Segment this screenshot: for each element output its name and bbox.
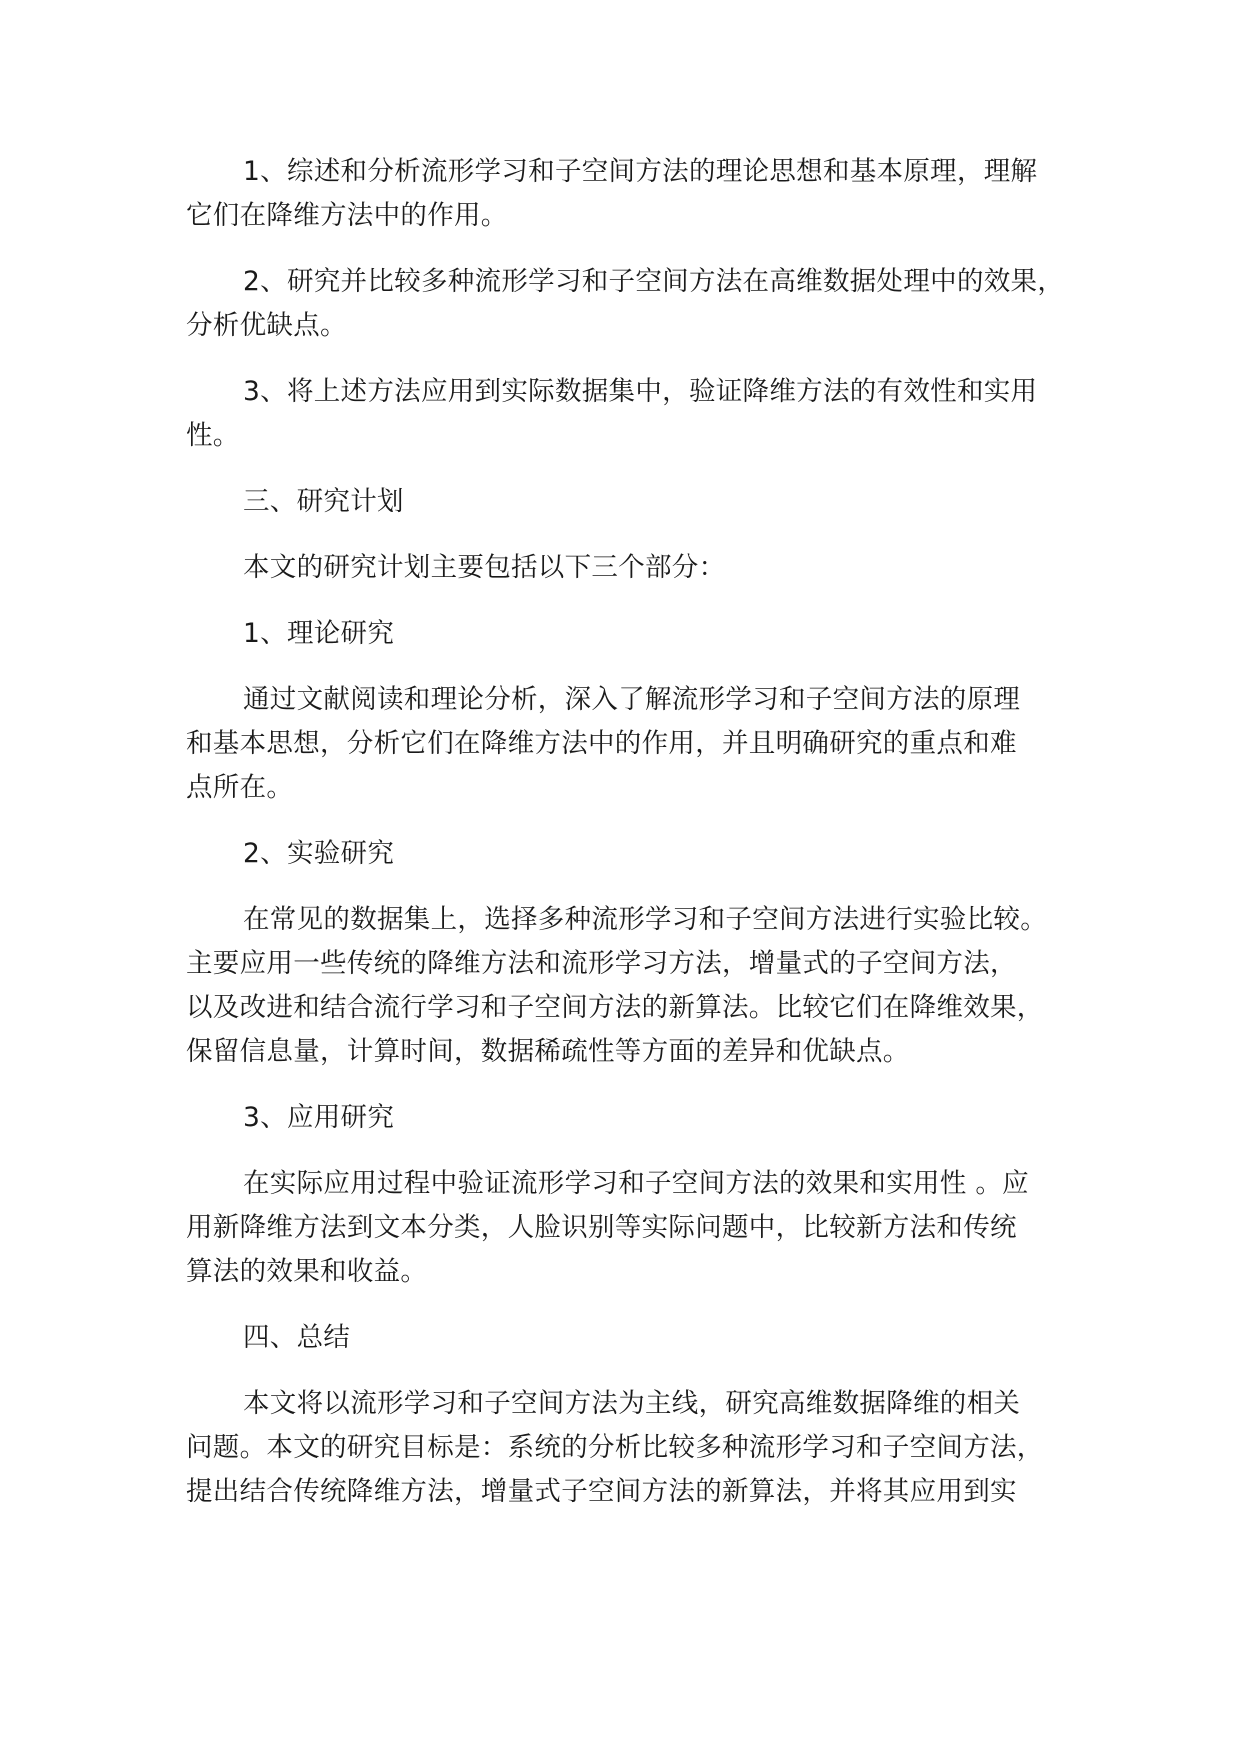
section-heading-summary (186, 1316, 1086, 1360)
text-line: 2、研究并比较多种流形学习和子空间方法在高维数据处理中的效果， (243, 266, 1065, 297)
text-line: 算法的效果和收益。 (186, 1256, 428, 1287)
subheading-theory-research (186, 612, 1086, 656)
paragraph-goal-2 (186, 260, 1086, 348)
text-line: 保留信息量，计算时间，数据稀疏性等方面的差异和优缺点。 (186, 1036, 910, 1067)
document-body (186, 150, 1086, 1536)
text-line: 在常见的数据集上，选择多种流形学习和子空间方法进行实验比较。 (243, 904, 1047, 935)
text-line: 性。 (186, 420, 240, 451)
text-line: 3、将上述方法应用到实际数据集中，验证降维方法的有效性和实用 (243, 376, 1038, 407)
text-line: 分析优缺点。 (186, 310, 347, 341)
text-line: 问题。本文的研究目标是：系统的分析比较多种流形学习和子空间方法， (186, 1432, 1044, 1463)
text-line: 提出结合传统降维方法，增量式子空间方法的新算法，并将其应用到实 (186, 1476, 1017, 1507)
text-line: 用新降维方法到文本分类，人脸识别等实际问题中，比较新方法和传统 (186, 1212, 1017, 1243)
text-line: 点所在。 (186, 772, 294, 803)
paragraph-experiment-research (186, 898, 1086, 1074)
text-line: 1、综述和分析流形学习和子空间方法的理论思想和基本原理，理解 (243, 156, 1038, 187)
text-line: 2、实验研究 (243, 838, 395, 869)
text-line: 三、研究计划 (243, 486, 404, 517)
text-line: 和基本思想，分析它们在降维方法中的作用，并且明确研究的重点和难 (186, 728, 1017, 759)
subheading-application-research (186, 1096, 1086, 1140)
paragraph-plan-intro (186, 546, 1086, 590)
paragraph-application-research (186, 1162, 1086, 1294)
text-line: 在实际应用过程中验证流形学习和子空间方法的效果和实用性 。应 (243, 1168, 1029, 1199)
text-line: 以及改进和结合流行学习和子空间方法的新算法。比较它们在降维效果， (186, 992, 1044, 1023)
text-line: 主要应用一些传统的降维方法和流形学习方法，增量式的子空间方法， (186, 948, 1017, 979)
paragraph-goal-3 (186, 370, 1086, 458)
text-line: 本文的研究计划主要包括以下三个部分： (243, 552, 726, 583)
paragraph-goal-1 (186, 150, 1086, 238)
text-line: 1、理论研究 (243, 618, 395, 649)
subheading-experiment-research (186, 832, 1086, 876)
paragraph-summary (186, 1382, 1086, 1514)
text-line: 3、应用研究 (243, 1102, 395, 1133)
text-line: 通过文献阅读和理论分析，深入了解流形学习和子空间方法的原理 (243, 684, 1021, 715)
text-line: 四、总结 (243, 1322, 351, 1353)
paragraph-theory-research (186, 678, 1086, 810)
section-heading-research-plan (186, 480, 1086, 524)
text-line: 它们在降维方法中的作用。 (186, 200, 508, 231)
text-line: 本文将以流形学习和子空间方法为主线，研究高维数据降维的相关 (243, 1388, 1021, 1419)
